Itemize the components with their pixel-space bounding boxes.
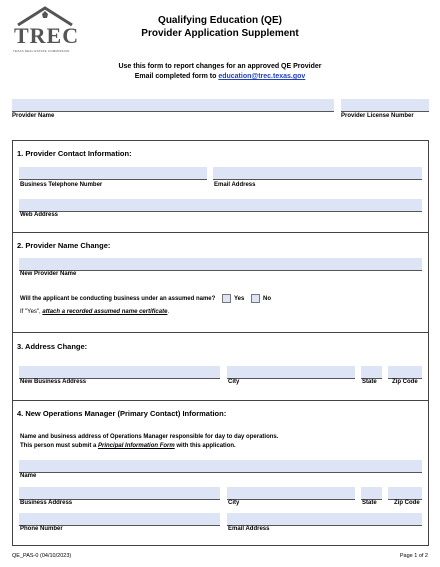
manager-name-label: Name [20, 473, 37, 479]
new-business-address-label: New Business Address [20, 379, 87, 385]
zip-code-label: Zip Code [392, 379, 418, 385]
no-label: No [263, 296, 272, 303]
manager-name-input[interactable] [19, 460, 422, 473]
email-address-input[interactable] [213, 167, 422, 180]
assumed-name-question-row [20, 294, 271, 303]
manager-phone-number-label: Phone Number [20, 526, 63, 532]
new-business-address-input[interactable] [19, 366, 220, 379]
principal-information-form-link[interactable]: Principal Information Form [98, 443, 175, 449]
instructions [0, 62, 440, 82]
section-provider-name-change [12, 232, 429, 333]
footer-form-id: QE_PAS-0 (04/10/2023) [12, 553, 72, 559]
manager-email-address-label: Email Address [228, 526, 270, 532]
provider-license-number-label: Provider License Number [341, 113, 414, 119]
zip-code-input[interactable] [388, 366, 422, 379]
manager-zip-code-label: Zip Code [394, 500, 420, 506]
new-provider-name-label: New Provider Name [20, 271, 77, 277]
business-telephone-input[interactable] [19, 167, 207, 180]
manager-email-address-input[interactable] [227, 513, 422, 526]
if-yes-suffix: . [167, 309, 170, 315]
yes-checkbox[interactable] [222, 294, 231, 303]
description-line-1: Name and business address of Operations Manager responsible for day to day operations. [20, 434, 279, 440]
title-line-1: Qualifying Education (QE) [158, 15, 282, 26]
description-line-2-suffix: with this application. [174, 443, 236, 449]
operations-manager-description [20, 433, 278, 451]
manager-phone-number-input[interactable] [19, 513, 220, 526]
manager-zip-code-input[interactable] [388, 487, 422, 500]
no-checkbox[interactable] [251, 294, 260, 303]
instruction-email-prefix: Email completed form to [134, 73, 219, 80]
yes-label: Yes [234, 296, 245, 303]
provider-name-input[interactable] [12, 99, 334, 112]
section-3-heading: 3. Address Change: [17, 342, 88, 351]
manager-state-label: State [362, 500, 377, 506]
manager-city-label: City [228, 500, 240, 506]
if-yes-prefix: If "Yes", [20, 309, 43, 315]
provider-license-number-input[interactable] [341, 99, 429, 112]
new-provider-name-input[interactable] [19, 258, 422, 271]
description-line-2-prefix: This person must submit a [20, 443, 99, 449]
logo-tagline: TEXAS REAL ESTATE COMMISSION [13, 49, 70, 53]
manager-state-input[interactable] [361, 487, 382, 500]
assumed-name-certificate-link[interactable]: attach a recorded assumed name certificate [42, 309, 168, 315]
state-label: State [362, 379, 377, 385]
footer-page-number: Page 1 of 2 [399, 553, 428, 559]
if-yes-note [20, 309, 169, 315]
page-title [0, 14, 440, 40]
section-2-heading: 2. Provider Name Change: [17, 241, 111, 250]
logo-wordmark: TREC [14, 23, 80, 48]
manager-city-input[interactable] [227, 487, 355, 500]
business-telephone-label: Business Telephone Number [20, 182, 103, 188]
instruction-line-1: Use this form to report changes for an approved QE Provider [118, 63, 322, 70]
title-line-2: Provider Application Supplement [141, 28, 299, 39]
instruction-line-2 [0, 72, 440, 82]
state-input[interactable] [361, 366, 382, 379]
web-address-input[interactable] [19, 199, 422, 212]
email-address-label: Email Address [214, 182, 256, 188]
assumed-name-question: Will the applicant be conducting business under an assumed name? [20, 296, 216, 303]
email-link[interactable]: education@trec.texas.gov [218, 73, 306, 80]
web-address-label: Web Address [20, 212, 59, 218]
manager-business-address-label: Business Address [20, 500, 73, 506]
description-line-2 [20, 442, 278, 451]
city-input[interactable] [227, 366, 355, 379]
section-1-heading: 1. Provider Contact Information: [17, 149, 132, 158]
provider-name-label: Provider Name [12, 113, 55, 119]
manager-business-address-input[interactable] [19, 487, 220, 500]
city-label: City [228, 379, 240, 385]
section-4-heading: 4. New Operations Manager (Primary Contact) Information: [17, 409, 227, 418]
